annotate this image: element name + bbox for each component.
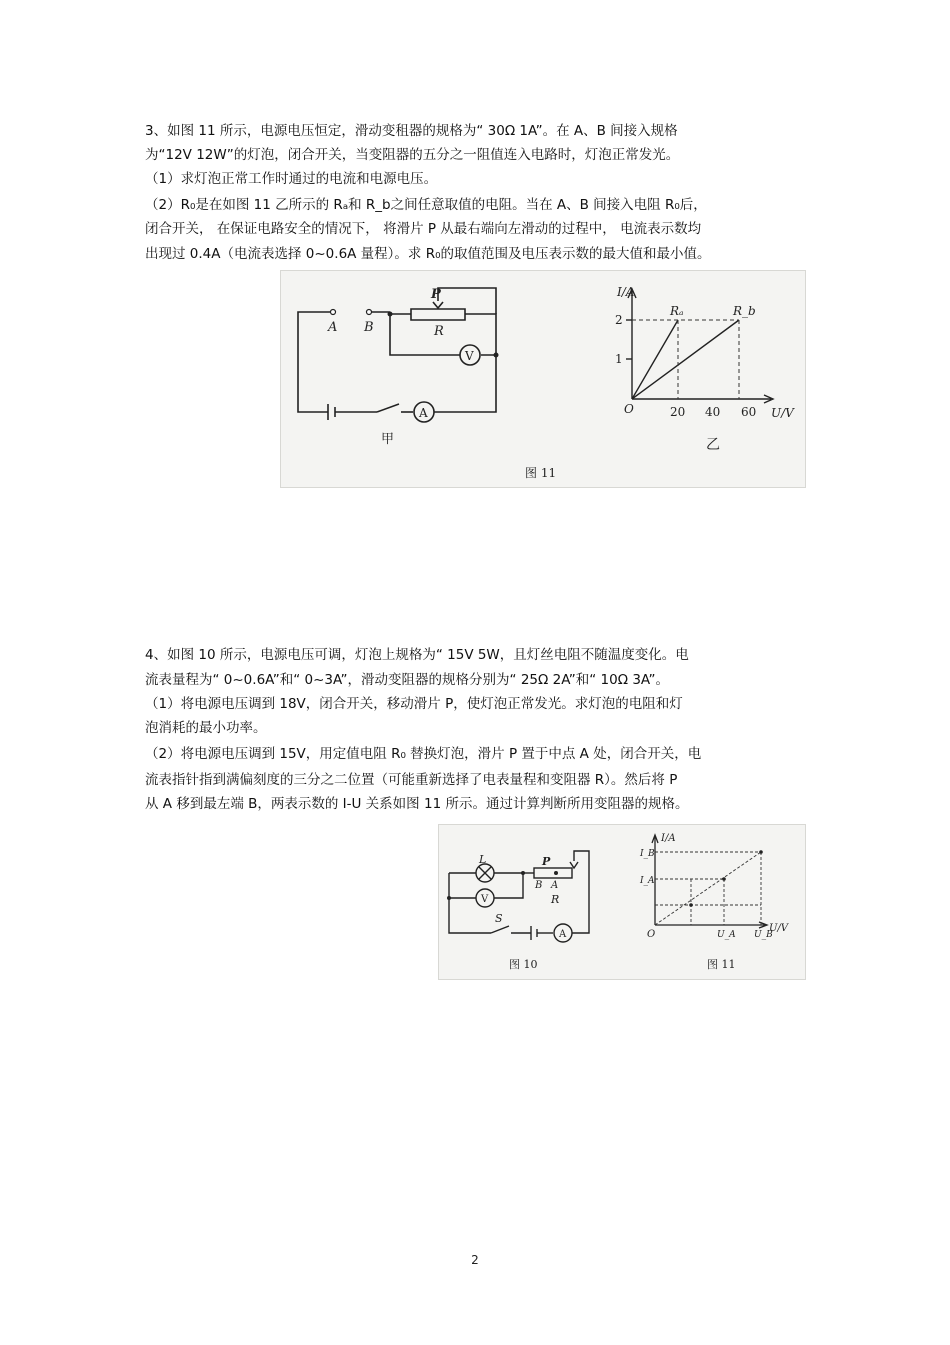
label-l: L: [479, 853, 487, 866]
problem4-line-7: 从 A 移到最左端 B，两表示数的 I-U 关系如图 11 所示。通过计算判断所用变阻器的规格。: [145, 796, 689, 812]
problem4-figure-svg: [439, 825, 805, 979]
problem3-figure-svg: [281, 271, 805, 487]
voltmeter-label: V: [465, 349, 474, 363]
label-s: S: [495, 912, 503, 925]
tick-x40: 40: [705, 405, 721, 419]
junction-dot: [447, 896, 451, 900]
caption-fig10: 图 10: [509, 958, 538, 971]
graph-fig11-ylabel: I/A: [661, 833, 676, 844]
caption-fig11: 图 11: [707, 958, 736, 971]
ammeter-label: A: [559, 929, 567, 940]
point-mid: [689, 903, 693, 907]
problem4-figure: [438, 824, 806, 980]
figure11-caption: 图 11: [525, 466, 557, 480]
line-ra: [632, 320, 678, 399]
terminal-a: [331, 310, 336, 315]
graph-yi-xlabel: U/V: [771, 406, 794, 420]
problem4-line-1: 4、如图 10 所示，电源电压可调，灯泡上规格为“ 15V 5W，且灯丝电阻不随温度变化。电: [145, 647, 689, 663]
ammeter-label: A: [419, 406, 428, 420]
tick-y1: 1: [615, 352, 623, 366]
label-a: A: [551, 880, 559, 891]
graph-yi-ylabel: I/A: [617, 285, 635, 299]
point-b: [759, 850, 763, 854]
terminal-b: [367, 310, 372, 315]
problem3-line-1: 3、如图 11 所示，电源电压恒定，滑动变租器的规格为“ 30Ω 1A”。在 A、B 间接入规格: [145, 123, 678, 139]
label-a: A: [328, 320, 338, 335]
problem3-line-2: 为“12V 12W”的灯泡，闭合开关，当变阻器的五分之一阻值连入电路时，灯泡正常发光。: [145, 147, 680, 163]
graph-fig11-xlabel: U/V: [769, 923, 789, 934]
problem3-line-6: 出现过 0.4A（电流表选择 0~0.6A 量程）。求 R₀的取值范围及电压表示数的最大值和最小值。: [145, 246, 711, 262]
line-rb: [632, 320, 739, 399]
problem4-line-5: （2）将电源电压调到 15V，用定值电阻 R₀ 替换灯泡，滑片 P 置于中点 A 处，闭合开关，电: [145, 746, 702, 762]
junction-dot: [521, 871, 525, 875]
tick-x60: 60: [741, 405, 757, 419]
label-ub: U_B: [754, 930, 773, 940]
graph-yi-origin: O: [624, 402, 634, 416]
label-ib: I_B: [640, 849, 655, 859]
problem4-line-2: 流表量程为“ 0~0.6A”和“ 0~3A”，滑动变阻器的规格分别为“ 25Ω 2A”和“ 10Ω 3A”。: [145, 672, 669, 688]
graph-fig11-guides: [655, 852, 761, 925]
problem3-figure: [280, 270, 806, 488]
graph-fig11: [652, 835, 767, 928]
problem4-line-4: 泡消耗的最小功率。: [145, 720, 267, 736]
junction-dot: [494, 353, 499, 358]
label-p: P: [431, 287, 441, 302]
graph-fig11-origin: O: [647, 929, 656, 940]
problem3-line-4: （2）R₀是在如图 11 乙所示的 Rₐ和 R_b之间任意取值的电阻。当在 A、B 间接入电阻 R₀后，: [145, 197, 707, 213]
circuit-fig10: [449, 851, 589, 942]
point-a: [722, 877, 726, 881]
caption-yi: 乙: [706, 437, 720, 453]
label-b: B: [535, 880, 543, 891]
problem3-line-5: 闭合开关， 在保证电路安全的情况下， 将滑片 P 从最右端向左滑动的过程中， 电流表示数均: [145, 221, 702, 237]
label-b: B: [364, 320, 374, 335]
page-number: 2: [471, 1253, 479, 1267]
voltmeter-label: V: [481, 894, 489, 905]
tick-x20: 20: [670, 405, 686, 419]
label-ra: Rₐ: [670, 304, 684, 318]
label-r: R: [434, 324, 444, 339]
problem4-line-3: （1）将电源电压调到 18V，闭合开关，移动滑片 P，使灯泡正常发光。求灯泡的电阻和灯: [145, 696, 683, 712]
label-p: P: [542, 855, 551, 868]
problem3-line-3: （1）求灯泡正常工作时通过的电流和电源电压。: [145, 171, 438, 187]
label-rb: R_b: [733, 304, 756, 318]
slider-point-a: [554, 871, 558, 875]
caption-jia: 甲: [381, 432, 395, 447]
label-r: R: [551, 893, 560, 906]
tick-y2: 2: [615, 313, 623, 327]
problem4-line-6: 流表指针指到满偏刻度的三分之二位置（可能重新选择了电表量程和变阻器 R）。然后将 P: [145, 772, 678, 788]
label-ua: U_A: [717, 930, 736, 940]
label-ia: I_A: [640, 876, 655, 886]
junction-dot: [388, 312, 393, 317]
